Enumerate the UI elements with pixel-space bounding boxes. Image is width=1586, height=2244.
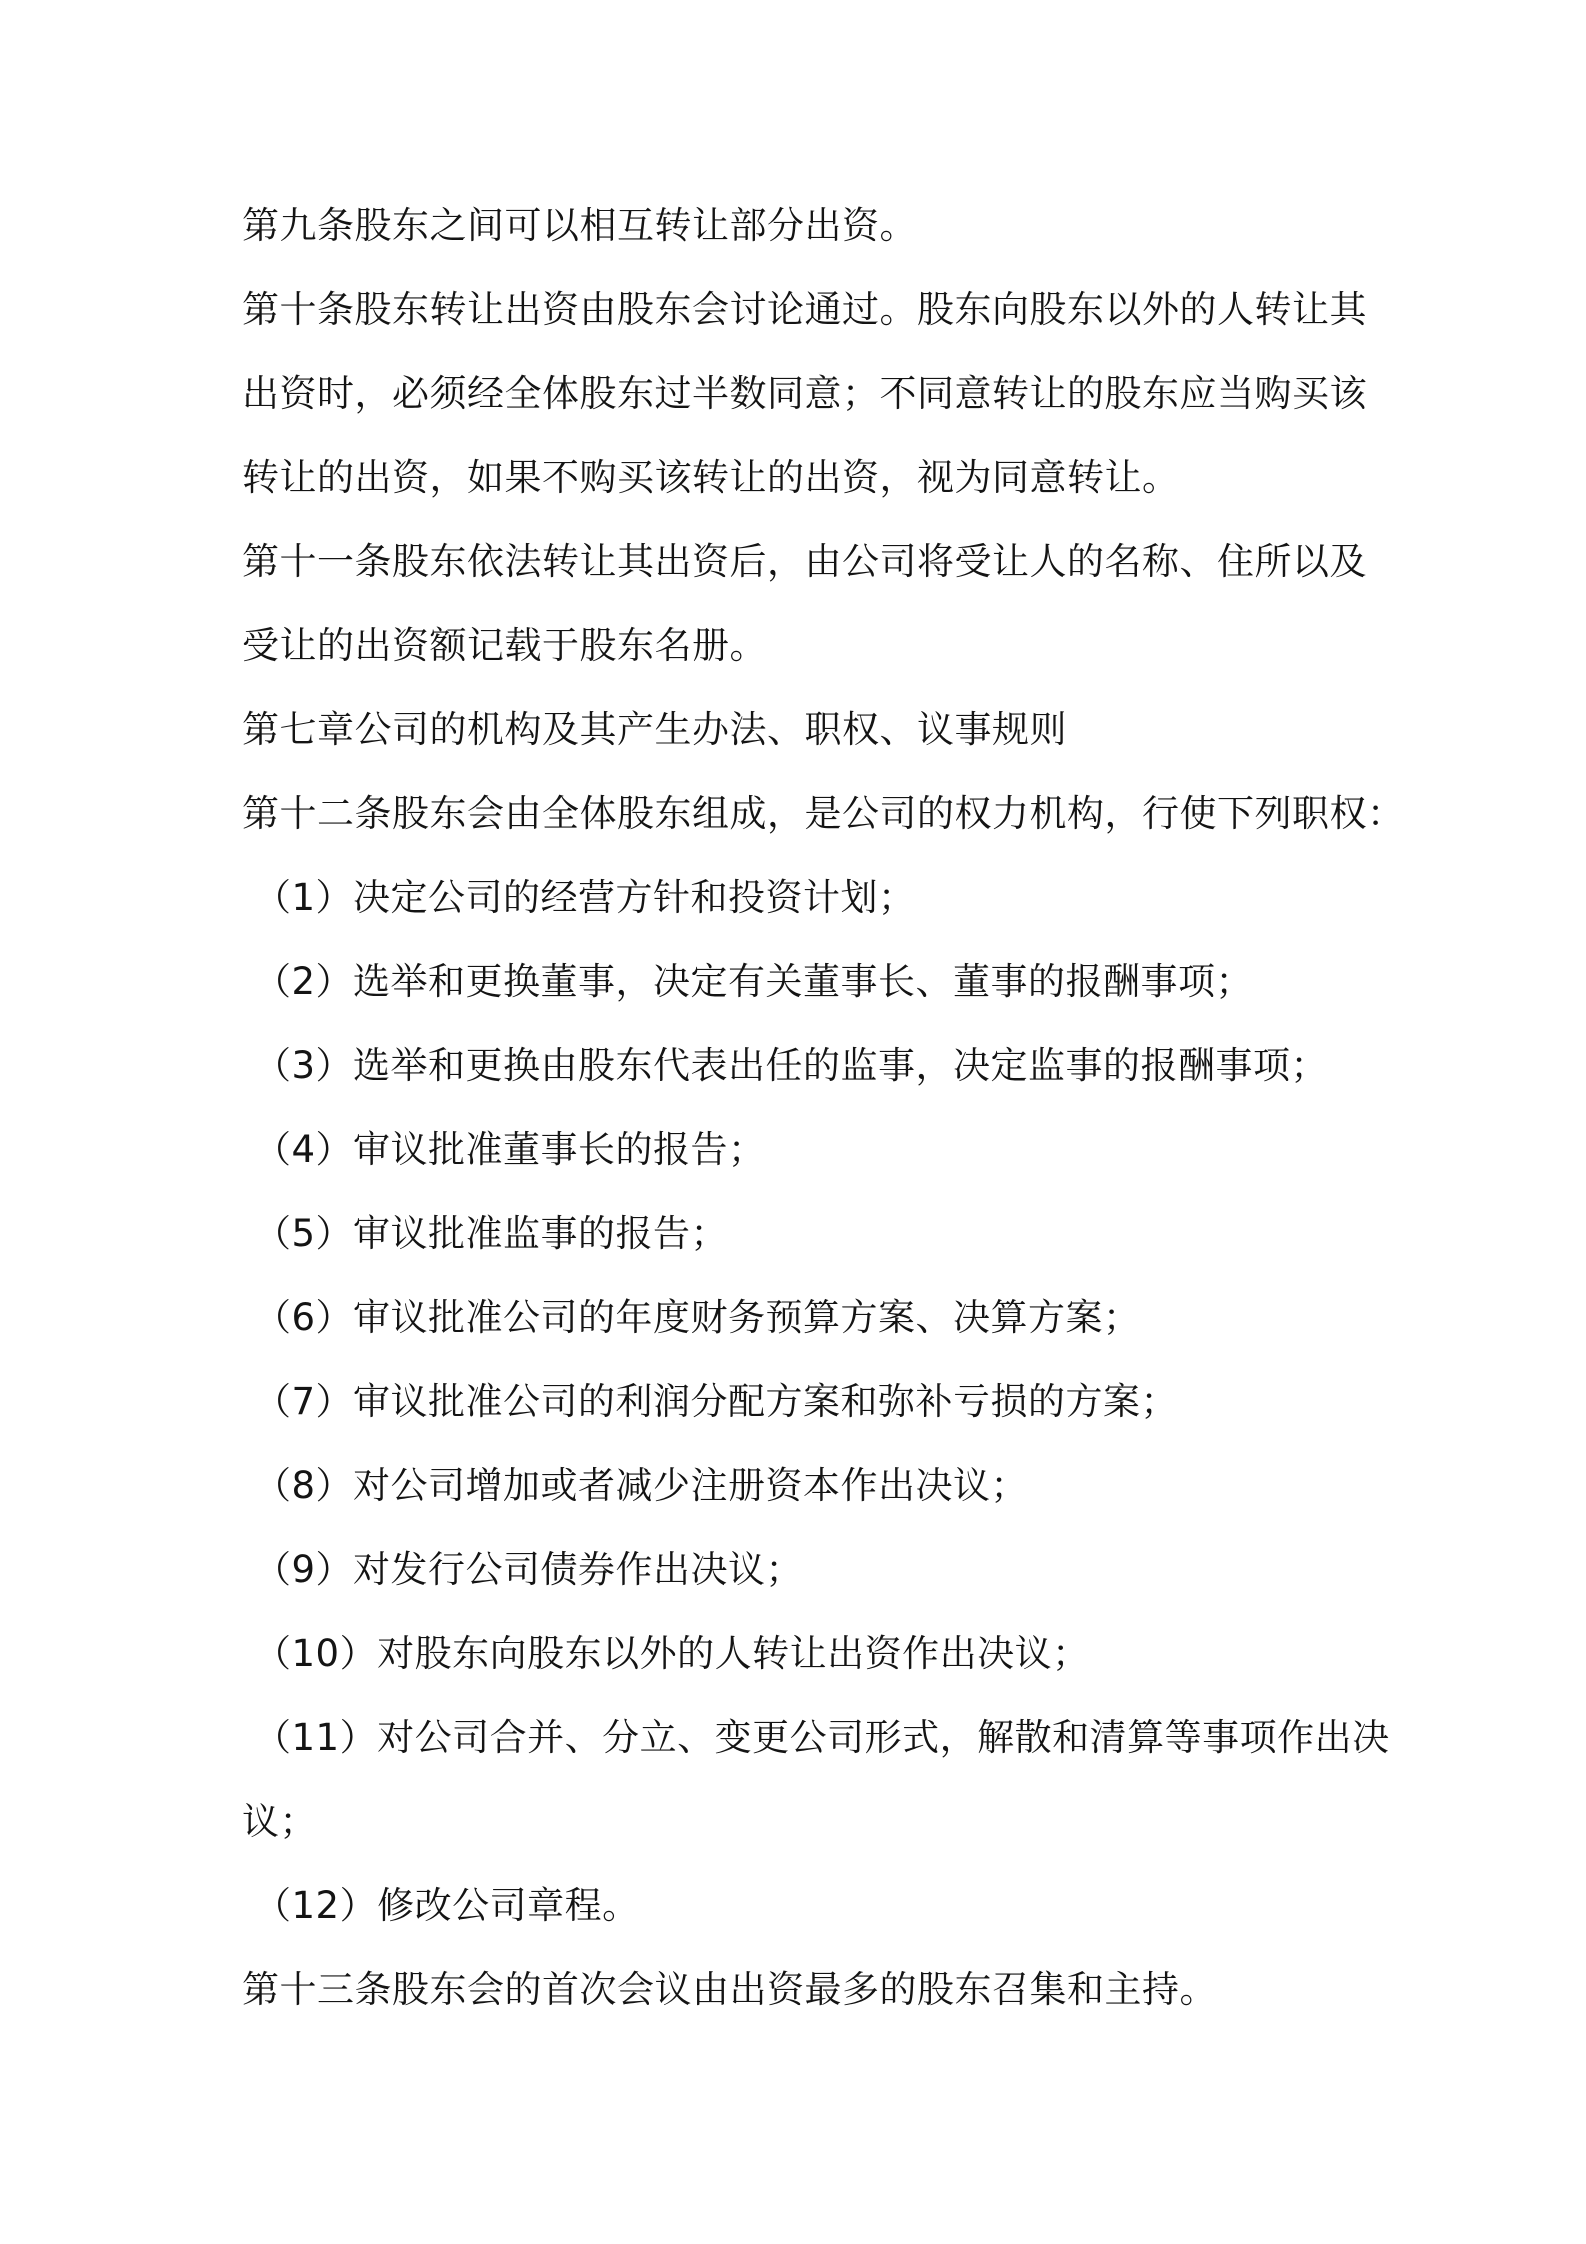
article-10-line-1: 第十条股东转让出资由股东会讨论通过。股东向股东以外的人转让其	[242, 288, 1367, 331]
list-item: （4）审议批准董事长的报告；	[254, 1128, 766, 1171]
article-11-line-1: 第十一条股东依法转让其出资后，由公司将受让人的名称、住所以及	[242, 540, 1367, 583]
list-item: （1）决定公司的经营方针和投资计划；	[254, 876, 916, 919]
list-item: （10）对股东向股东以外的人转让出资作出决议；	[254, 1632, 1090, 1675]
list-item: （6）审议批准公司的年度财务预算方案、决算方案；	[254, 1296, 1141, 1339]
article-10-line-3: 转让的出资，如果不购买该转让的出资，视为同意转让。	[242, 456, 1180, 499]
list-item: （8）对公司增加或者减少注册资本作出决议；	[254, 1464, 1029, 1507]
chapter-7-title: 第七章公司的机构及其产生办法、职权、议事规则	[242, 708, 1067, 751]
list-item: （11）对公司合并、分立、变更公司形式，解散和清算等事项作出决	[254, 1716, 1390, 1759]
article-13: 第十三条股东会的首次会议由出资最多的股东召集和主持。	[242, 1968, 1217, 2011]
list-item: （7）审议批准公司的利润分配方案和弥补亏损的方案；	[254, 1380, 1179, 1423]
list-item: （3）选举和更换由股东代表出任的监事，决定监事的报酬事项；	[254, 1044, 1329, 1087]
article-11-line-2: 受让的出资额记载于股东名册。	[242, 624, 767, 667]
list-item: （2）选举和更换董事，决定有关董事长、董事的报酬事项；	[254, 960, 1254, 1003]
list-item: （12）修改公司章程。	[254, 1884, 640, 1927]
article-10-line-2: 出资时，必须经全体股东过半数同意；不同意转让的股东应当购买该	[242, 372, 1367, 415]
article-12-intro: 第十二条股东会由全体股东组成，是公司的权力机构，行使下列职权：	[242, 792, 1405, 835]
list-item: （9）对发行公司债券作出决议；	[254, 1548, 804, 1591]
list-item: （5）审议批准监事的报告；	[254, 1212, 729, 1255]
article-9: 第九条股东之间可以相互转让部分出资。	[242, 204, 917, 247]
list-item-continuation: 议；	[242, 1800, 317, 1843]
